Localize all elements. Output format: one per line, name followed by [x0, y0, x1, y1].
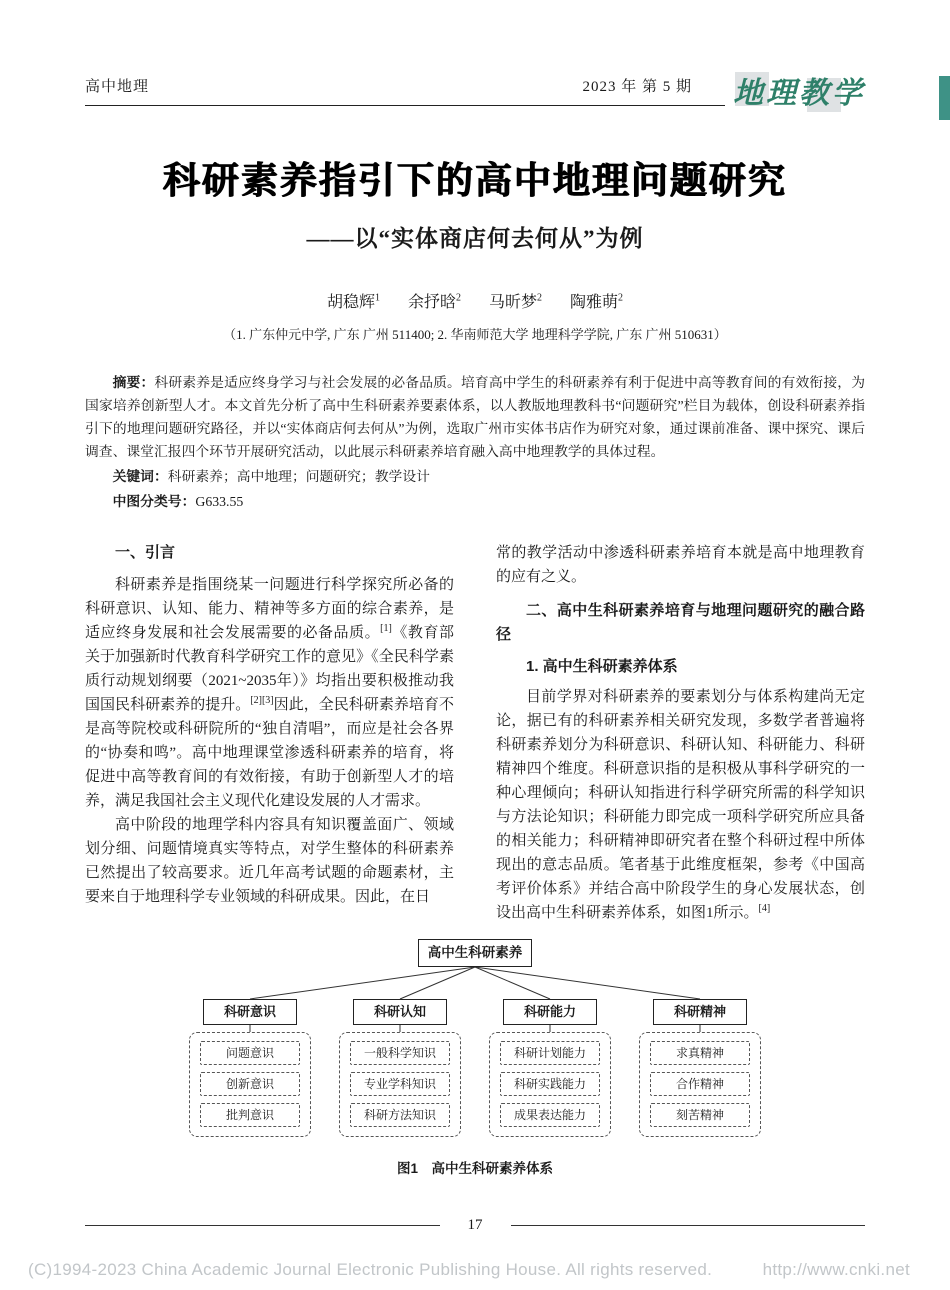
left-column — [85, 541, 454, 925]
diagram-subitem: 科研方法知识 — [350, 1103, 450, 1127]
clc-line — [85, 490, 865, 513]
header-rule — [85, 105, 725, 106]
abstract-label: 摘要： — [112, 375, 155, 390]
intro-paragraph-1 — [85, 573, 454, 813]
author-name: 马昕梦 — [489, 294, 538, 311]
keywords-line — [85, 465, 865, 488]
diagram-subitem: 求真精神 — [650, 1041, 750, 1065]
page-number-row — [85, 1217, 865, 1234]
page-number-rule-left — [85, 1225, 440, 1226]
paper-subtitle: ——以“实体商店何去何从”为例 — [306, 226, 644, 251]
diagram-subitem: 科研实践能力 — [500, 1072, 600, 1096]
subsection-heading-1: 1. 高中生科研素养体系 — [526, 658, 678, 675]
diagram-subitem: 成果表达能力 — [500, 1103, 600, 1127]
continuation-paragraph: 常的教学活动中渗透科研素养培育本就是高中地理教育的应有之义。 — [496, 545, 865, 585]
clc-label: 中图分类号： — [112, 494, 196, 509]
page-number-rule-right — [511, 1225, 866, 1226]
diagram-subitem: 一般科学知识 — [350, 1041, 450, 1065]
paper-title: 科研素养指引下的高中地理问题研究 — [163, 160, 787, 201]
author — [408, 294, 461, 311]
diagram-group-spirit — [635, 999, 765, 1137]
diagram-subitem-container — [339, 1032, 461, 1137]
right-column — [496, 541, 865, 925]
two-column-body — [85, 541, 865, 925]
diagram-group-cognition — [335, 999, 465, 1137]
diagram-subitem: 科研计划能力 — [500, 1041, 600, 1065]
author-affiliation-sup: 2 — [537, 292, 543, 304]
diagram-root-node: 高中生科研素养 — [418, 939, 532, 967]
section-heading-intro: 一、引言 — [115, 544, 176, 561]
author-affiliation-sup: 2 — [456, 292, 461, 304]
copyright-text: (C)1994-2023 China Academic Journal Electronic Publishing House. All rights reserved. — [28, 1260, 713, 1279]
diagram-subitem: 刻苦精神 — [650, 1103, 750, 1127]
paragraph-text: 科研素养是指围绕某一问题进行科学探究所必备的科研意识、认知、能力、精神等多方面的综合素养，是适应终身发展和社会发展需要的必备品质。 — [85, 577, 454, 641]
page-number: 17 — [467, 1217, 483, 1233]
citation-ref: [1] — [380, 623, 392, 634]
connector-line — [475, 967, 550, 999]
cnki-footer — [28, 1260, 910, 1280]
clc-value: G633.55 — [195, 494, 244, 509]
author — [327, 294, 380, 311]
diagram-category-node: 科研精神 — [653, 999, 747, 1025]
affiliations-line: （1. 广东仲元中学, 广东 广州 511400; 2. 华南师范大学 地理科学学院, 广东 广州 510631） — [223, 327, 727, 342]
diagram-subitem: 批判意识 — [200, 1103, 300, 1127]
journal-logo — [733, 68, 893, 120]
diagram-subitem: 合作精神 — [650, 1072, 750, 1096]
diagram-group-ability — [485, 999, 615, 1137]
column-section-label: 高中地理 — [85, 78, 150, 95]
author-affiliation-sup: 1 — [374, 292, 380, 304]
keywords-label: 关键词： — [112, 469, 168, 484]
abstract-block — [85, 371, 865, 463]
author-name: 胡稳辉 — [326, 294, 375, 311]
paragraph-text: 《教育部关于加强新时代教育科学研究工作的意见》《全民科学素质行动规划纲要（2021~2035年）》均指出要积极推动我国国民科研素养的提升。 — [85, 625, 454, 713]
section-heading-2: 二、高中生科研素养培育与地理问题研究的融合路径 — [496, 602, 865, 643]
diagram-subitem: 创新意识 — [200, 1072, 300, 1096]
research-literacy-diagram — [185, 939, 765, 1145]
diagram-subitem-container — [189, 1032, 311, 1137]
author — [489, 294, 542, 311]
diagram-subitem-container — [639, 1032, 761, 1137]
authors-line — [0, 289, 950, 312]
citation-ref: [2][3] — [250, 695, 274, 706]
diagram-category-node: 科研认知 — [353, 999, 447, 1025]
author — [570, 294, 623, 311]
diagram-subitem-container — [489, 1032, 611, 1137]
issue-label: 2023 年 第 5 期 — [582, 79, 692, 95]
journal-header — [0, 0, 950, 111]
citation-ref: [4] — [758, 903, 771, 914]
diagram-category-node: 科研意识 — [203, 999, 297, 1025]
diagram-subitem: 问题意识 — [200, 1041, 300, 1065]
paragraph-text: 因此，全民科研素养培育不是高等院校或科研院所的“独自清唱”，而应是社会各界的“协奏和鸣”。高中地理课堂渗透科研素养的培育，将促进中高等教育间的有效衔接，有助于创新型人才的培养，满足我国社会主义现代化建设发展的人才需求。 — [85, 697, 454, 809]
diagram-subitem: 专业学科知识 — [350, 1072, 450, 1096]
author-name: 余抒晗 — [407, 294, 456, 311]
connector-line — [250, 967, 475, 999]
figure-1 — [0, 939, 950, 1177]
journal-logo-text: 地理教学 — [733, 76, 865, 111]
connector-line — [475, 967, 700, 999]
keywords-text: 科研素养；高中地理；问题研究；教学设计 — [167, 469, 430, 484]
section2-paragraph-1 — [496, 685, 865, 925]
figure-caption: 图1 高中生科研素养体系 — [396, 1161, 553, 1176]
author-affiliation-sup: 2 — [618, 292, 624, 304]
diagram-group-awareness — [185, 999, 315, 1137]
author-name: 陶雅萌 — [570, 294, 619, 311]
diagram-category-node: 科研能力 — [503, 999, 597, 1025]
cnki-url: http://www.cnki.net — [762, 1260, 910, 1279]
intro-paragraph-2: 高中阶段的地理学科内容具有知识覆盖面广、领域划分细、问题情境真实等特点，对学生整体的科研素养已然提出了较高要求。近几年高考试题的命题素材，主要来自于地理科学专业领域的科研成果。因此，在日 — [85, 817, 454, 905]
connector-line — [400, 967, 475, 999]
abstract-text: 科研素养是适应终身学习与社会发展的必备品质。培育高中学生的科研素养有利于促进中高等教育间的有效衔接，为国家培养创新型人才。本文首先分析了高中生科研素养要素体系，以人教版地理教科书“问题研究”栏目为载体，创设科研素养指引下的地理问题研究路径，并以“实体商店何去何从”为例，选取广州市实体书店作为研究对象，通过课前准备、课中探究、课后调查、课堂汇报四个环节开展研究活动，以此展示科研素养培育融入高中地理教学的具体过程。 — [85, 375, 866, 459]
paragraph-text: 目前学界对科研素养的要素划分与体系构建尚无定论，据已有的科研素养相关研究发现，多数学者普遍将科研素养划分为科研意识、科研认知、科研能力、科研精神四个维度。科研意识指的是积极从事科学研究的一种心理倾向；科研认知指进行科学研究所需的科学知识与方法论知识；科研能力即完成一项科学研究所应具备的相关能力；科研精神即研究者在整个科研过程中所体现出的意志品质。笔者基于此维度框架，参考《中国高考评价体系》并结合高中阶段学生的身心发展状态，创设出高中生科研素养体系，如图1所示。 — [496, 689, 865, 921]
